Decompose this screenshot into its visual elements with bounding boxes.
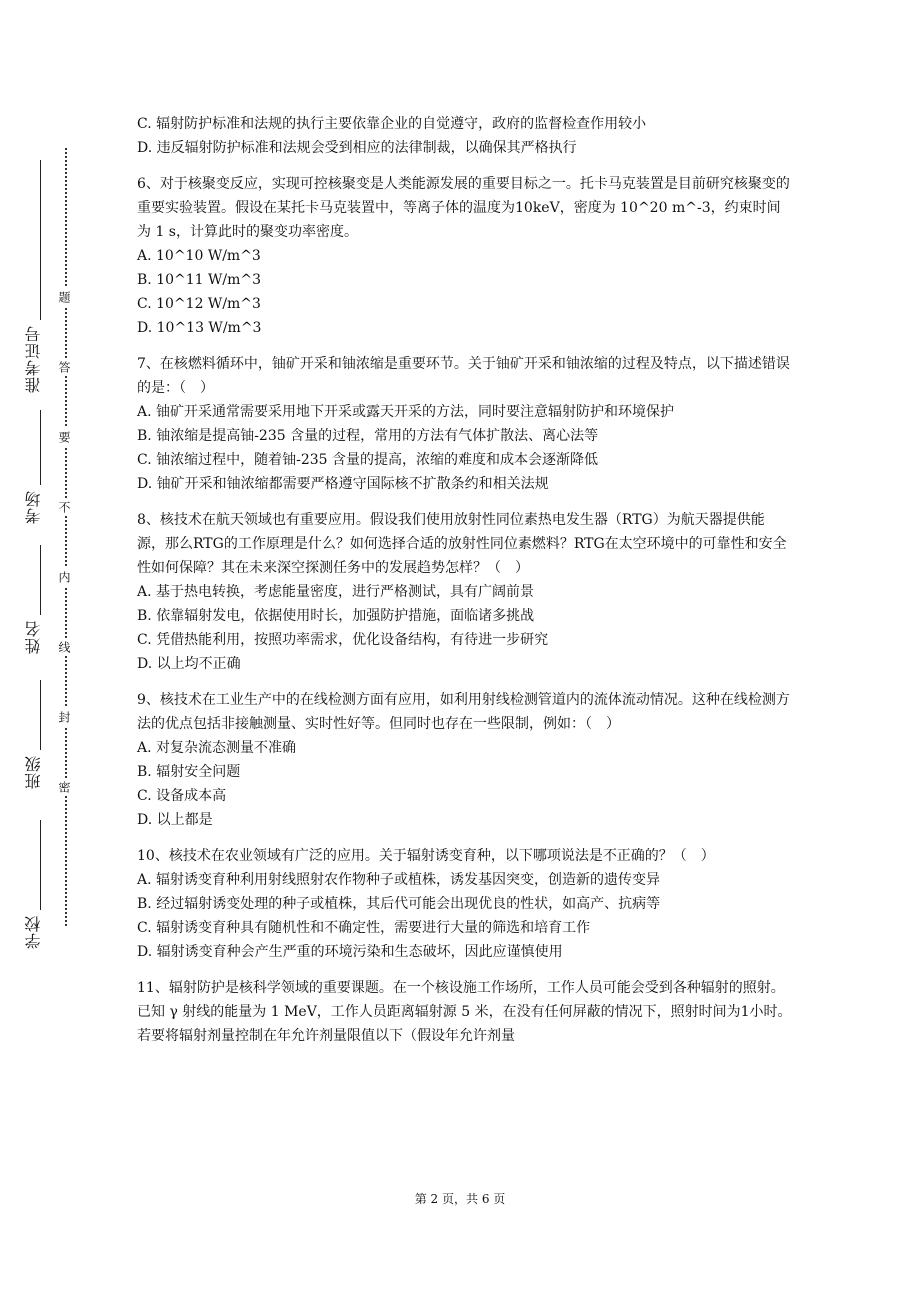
question-9 <box>137 688 792 832</box>
question-stem: 9、核技术在工业生产中的在线检测方面有应用，如利用射线检测管道内的流体流动情况。这种在线检测方法的优点包括非接触测量、实时性好等。但同时也存在一些限制，例如：（ ） <box>137 692 790 732</box>
option-c: C. 10^12 W/m^3 <box>137 296 261 312</box>
option-c: C. 铀浓缩过程中，随着铀-235 含量的提高，浓缩的难度和成本会逐渐降低 <box>137 452 599 468</box>
question-stem: 8、核技术在航天领域也有重要应用。假设我们使用放射性同位素热电发生器（RTG）为航天器提供能源，那么RTG的工作原理是什么？如何选择合适的放射性同位素燃料？RTG在太空环境中的可靠性和安全性如何保障？其在未来深空探测任务中的发展趋势怎样？（ ） <box>137 512 787 576</box>
question-7 <box>137 352 792 496</box>
seal-dotted-line <box>65 148 67 926</box>
option-a: A. 基于热电转换，考虑能量密度，进行严格测试，具有广阔前景 <box>137 584 535 600</box>
seal-char: 密 <box>57 778 73 796</box>
option-b: B. 依靠辐射发电，依据使用时长，加强防护措施，面临诸多挑战 <box>137 608 535 624</box>
option-b: B. 经过辐射诱变处理的种子或植株，其后代可能会出现优良的性状，如高产、抗病等 <box>137 896 661 912</box>
question-stem: 6、对于核聚变反应，实现可控核聚变是人类能源发展的重要目标之一。托卡马克装置是目前研究核聚变的重要实验装置。假设在某托卡马克装置中，等离子体的温度为10keV，密度为 10^20 m^-3，约束时间为 1 s，计算此时的聚变功率密度。 <box>137 176 790 240</box>
question-stem: 11、辐射防护是核科学领域的重要课题。在一个核设施工作场所，工作人员可能会受到各种辐射的照射。已知 γ 射线的能量为 1 MeV，工作人员距离辐射源 5 米，在没有任何屏蔽的情况下，照射时间为1小时。若要将辐射剂量控制在年允许剂量限值以下（假设年允许剂量 <box>137 980 792 1044</box>
seal-char: 线 <box>57 638 73 656</box>
option-b: B. 铀浓缩是提高铀-235 含量的过程，常用的方法有气体扩散法、离心法等 <box>137 428 599 444</box>
option-d: D. 以上均不正确 <box>137 656 241 672</box>
class-line <box>40 680 41 750</box>
option-a: A. 辐射诱变育种利用射线照射农作物种子或植株，诱发基因突变，创造新的遗传变异 <box>137 872 661 888</box>
option-d: D. 10^13 W/m^3 <box>137 320 262 336</box>
option-d: D. 辐射诱变育种会产生严重的环境污染和生态破坏，因此应谨慎使用 <box>137 944 563 960</box>
option-a: A. 铀矿开采通常需要采用地下开采或露天开采的方法，同时要注意辐射防护和环境保护 <box>137 404 675 420</box>
seal-char: 答 <box>57 358 73 376</box>
seal-char: 封 <box>57 708 73 726</box>
option-a: A. 对复杂流态测量不准确 <box>137 740 297 756</box>
option-d: D. 违反辐射防护标准和法规会受到相应的法律制裁，以确保其严格执行 <box>137 140 577 156</box>
name-label: 姓名 <box>24 620 43 654</box>
school-label: 学校 <box>24 915 43 949</box>
name-line <box>40 545 41 615</box>
option-a: A. 10^10 W/m^3 <box>137 248 261 264</box>
option-c: C. 设备成本高 <box>137 788 227 804</box>
question-10 <box>137 844 792 964</box>
seal-char: 内 <box>57 568 73 586</box>
option-c: C. 凭借热能利用，按照功率需求，优化设备结构，有待进一步研究 <box>137 632 549 648</box>
binding-margin <box>0 0 110 1302</box>
question-5-continued <box>137 112 792 160</box>
option-b: B. 10^11 W/m^3 <box>137 272 262 288</box>
option-d: D. 以上都是 <box>137 812 213 828</box>
option-b: B. 辐射安全问题 <box>137 764 241 780</box>
question-stem: 7、在核燃料循环中，铀矿开采和铀浓缩是重要环节。关于铀矿开采和铀浓缩的过程及特点，以下描述错误的是：（ ） <box>137 356 790 396</box>
class-label: 班级 <box>24 755 43 789</box>
question-11 <box>137 976 792 1048</box>
option-c: C. 辐射诱变育种具有随机性和不确定性，需要进行大量的筛选和培育工作 <box>137 920 591 936</box>
seal-char: 题 <box>57 288 73 306</box>
option-c: C. 辐射防护标准和法规的执行主要依靠企业的自觉遵守，政府的监督检查作用较小 <box>137 116 647 132</box>
seal-char: 不 <box>57 498 73 516</box>
exam-room-label: 考场 <box>24 490 43 524</box>
exam-id-label: 准考证号 <box>24 325 43 393</box>
question-8 <box>137 508 792 676</box>
exam-room-line <box>40 410 41 485</box>
seal-char: 要 <box>57 428 73 446</box>
question-stem: 10、核技术在农业领域有广泛的应用。关于辐射诱变育种，以下哪项说法是不正确的？（ ） <box>137 848 715 864</box>
question-6 <box>137 172 792 340</box>
exam-id-line <box>40 160 41 320</box>
school-line <box>40 820 41 910</box>
exam-content <box>137 112 792 1060</box>
option-d: D. 铀矿开采和铀浓缩都需要严格遵守国际核不扩散条约和相关法规 <box>137 476 549 492</box>
page-number-footer: 第 2 页，共 6 页 <box>414 1192 506 1206</box>
